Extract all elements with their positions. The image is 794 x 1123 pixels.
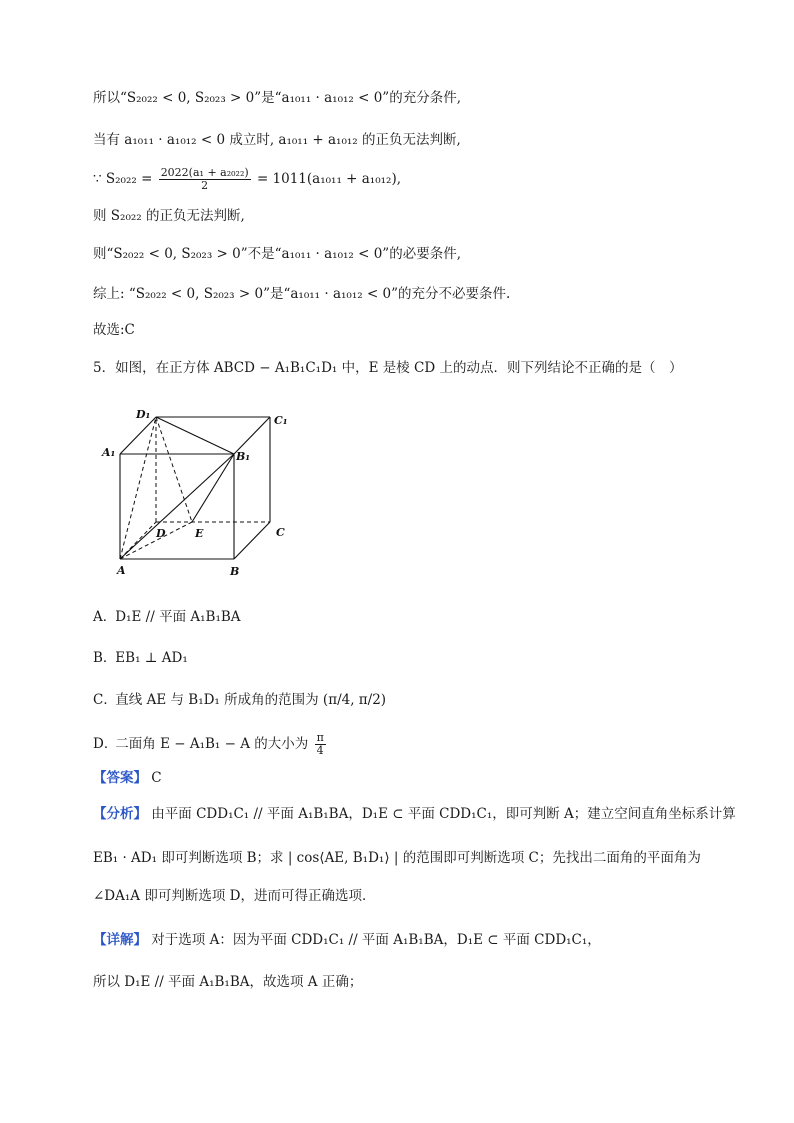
option-c-text: 直线 AE 与 B₁D₁ 所成角的范围为 (π/4, π/2) — [115, 692, 387, 708]
option-d-text: 二面角 E − A₁B₁ − A 的大小为 — [115, 736, 309, 752]
option-c-label: C． — [93, 692, 117, 708]
label-B1: B₁ — [236, 450, 251, 463]
edge-A-D — [120, 522, 156, 559]
segment-E-B1 — [192, 454, 234, 522]
option-d-fraction-denominator: 4 — [316, 744, 324, 757]
fraction-numerator: 2022(a₁ + a₂₀₂₂) — [160, 166, 249, 179]
label-E: E — [195, 527, 204, 540]
analysis-line-2: EB₁ · AD₁ 即可判断选项 B；求 | cos⟨AE, B₁D₁⟩ | 的范围即可判断选项 C；先找出二面角的平面角为 — [93, 850, 701, 866]
label-A: A — [117, 564, 126, 577]
edge-C1-B1 — [234, 417, 270, 454]
option-a-text: D₁E // 平面 A₁B₁BA — [115, 609, 241, 625]
solution-line-4: 则 S₂₀₂₂ 的正负无法判断, — [93, 208, 245, 224]
solution-line-6: 综上: “S₂₀₂₂ < 0, S₂₀₂₃ > 0”是“a₁₀₁₁ · a₁₀₁₂ < 0”的充分不必要条件. — [93, 286, 511, 302]
solution-line-5: 则“S₂₀₂₂ < 0, S₂₀₂₃ > 0”不是“a₁₀₁₁ · a₁₀₁₂ < 0”的必要条件, — [93, 246, 461, 262]
solution-line-2: 当有 a₁₀₁₁ · a₁₀₁₂ < 0 成立时, a₁₀₁₁ + a₁₀₁₂ 的正负无法判断, — [93, 132, 461, 148]
option-a-label: A． — [93, 609, 117, 625]
solution-line-1: 所以“S₂₀₂₂ < 0, S₂₀₂₃ > 0”是“a₁₀₁₁ · a₁₀₁₂ < 0”的充分条件, — [93, 90, 461, 106]
analysis-text-1: 由平面 CDD₁C₁ // 平面 A₁B₁BA，D₁E ⊂ 平面 CDD₁C₁，即可判断 A；建立空间直角坐标系计算 — [151, 806, 736, 822]
analysis-tag: 【分析】 — [93, 806, 147, 822]
solution-line-3-prefix: ∵ S₂₀₂₂ = — [93, 171, 153, 187]
segment-A-B1 — [120, 454, 234, 559]
segment-A-D1 — [120, 417, 156, 559]
cube-diagram — [100, 404, 300, 582]
question-stem: 5．如图，在正方体 ABCD − A₁B₁C₁D₁ 中，E 是棱 CD 上的动点．则下列结论不正确的是（ ） — [93, 360, 683, 376]
label-C: C — [276, 526, 285, 539]
solution-fraction — [159, 167, 251, 192]
label-D: D — [156, 527, 166, 540]
detail-line-1 — [93, 930, 601, 950]
option-d-fraction-numerator: π — [316, 731, 324, 744]
analysis-line-1 — [93, 804, 736, 824]
label-A1: A₁ — [102, 446, 116, 459]
fraction-denominator: 2 — [201, 179, 209, 192]
solution-conclusion: 故选:C — [93, 322, 135, 338]
solution-line-3 — [93, 166, 401, 192]
answer-line — [93, 768, 162, 788]
option-d-fraction — [315, 732, 326, 757]
option-b-label: B． — [93, 650, 117, 666]
detail-line-2: 所以 D₁E // 平面 A₁B₁BA，故选项 A 正确； — [93, 974, 363, 990]
option-d-label: D． — [93, 736, 118, 752]
answer-tag: 【答案】 — [93, 770, 147, 786]
option-a — [93, 607, 241, 627]
label-C1: C₁ — [274, 414, 288, 427]
option-b-text: EB₁ ⊥ AD₁ — [115, 650, 188, 666]
edge-A1-D1 — [120, 417, 156, 454]
edge-B-C — [234, 522, 270, 559]
analysis-line-3: ∠DA₁A 即可判断选项 D，进而可得正确选项． — [93, 888, 376, 904]
segment-D1-E — [156, 417, 192, 522]
segment-D1-B1 — [156, 417, 234, 454]
option-b — [93, 648, 188, 668]
label-D1: D₁ — [136, 408, 151, 421]
solution-line-3-suffix: = 1011(a₁₀₁₁ + a₁₀₁₂), — [256, 171, 402, 187]
detail-text-1: 对于选项 A：因为平面 CDD₁C₁ // 平面 A₁B₁BA，D₁E ⊂ 平面 CDD₁C₁， — [151, 932, 601, 948]
option-c — [93, 690, 386, 710]
label-B: B — [230, 565, 240, 578]
answer-value: C — [151, 770, 162, 786]
option-d — [93, 730, 328, 758]
detail-tag: 【详解】 — [93, 932, 147, 948]
